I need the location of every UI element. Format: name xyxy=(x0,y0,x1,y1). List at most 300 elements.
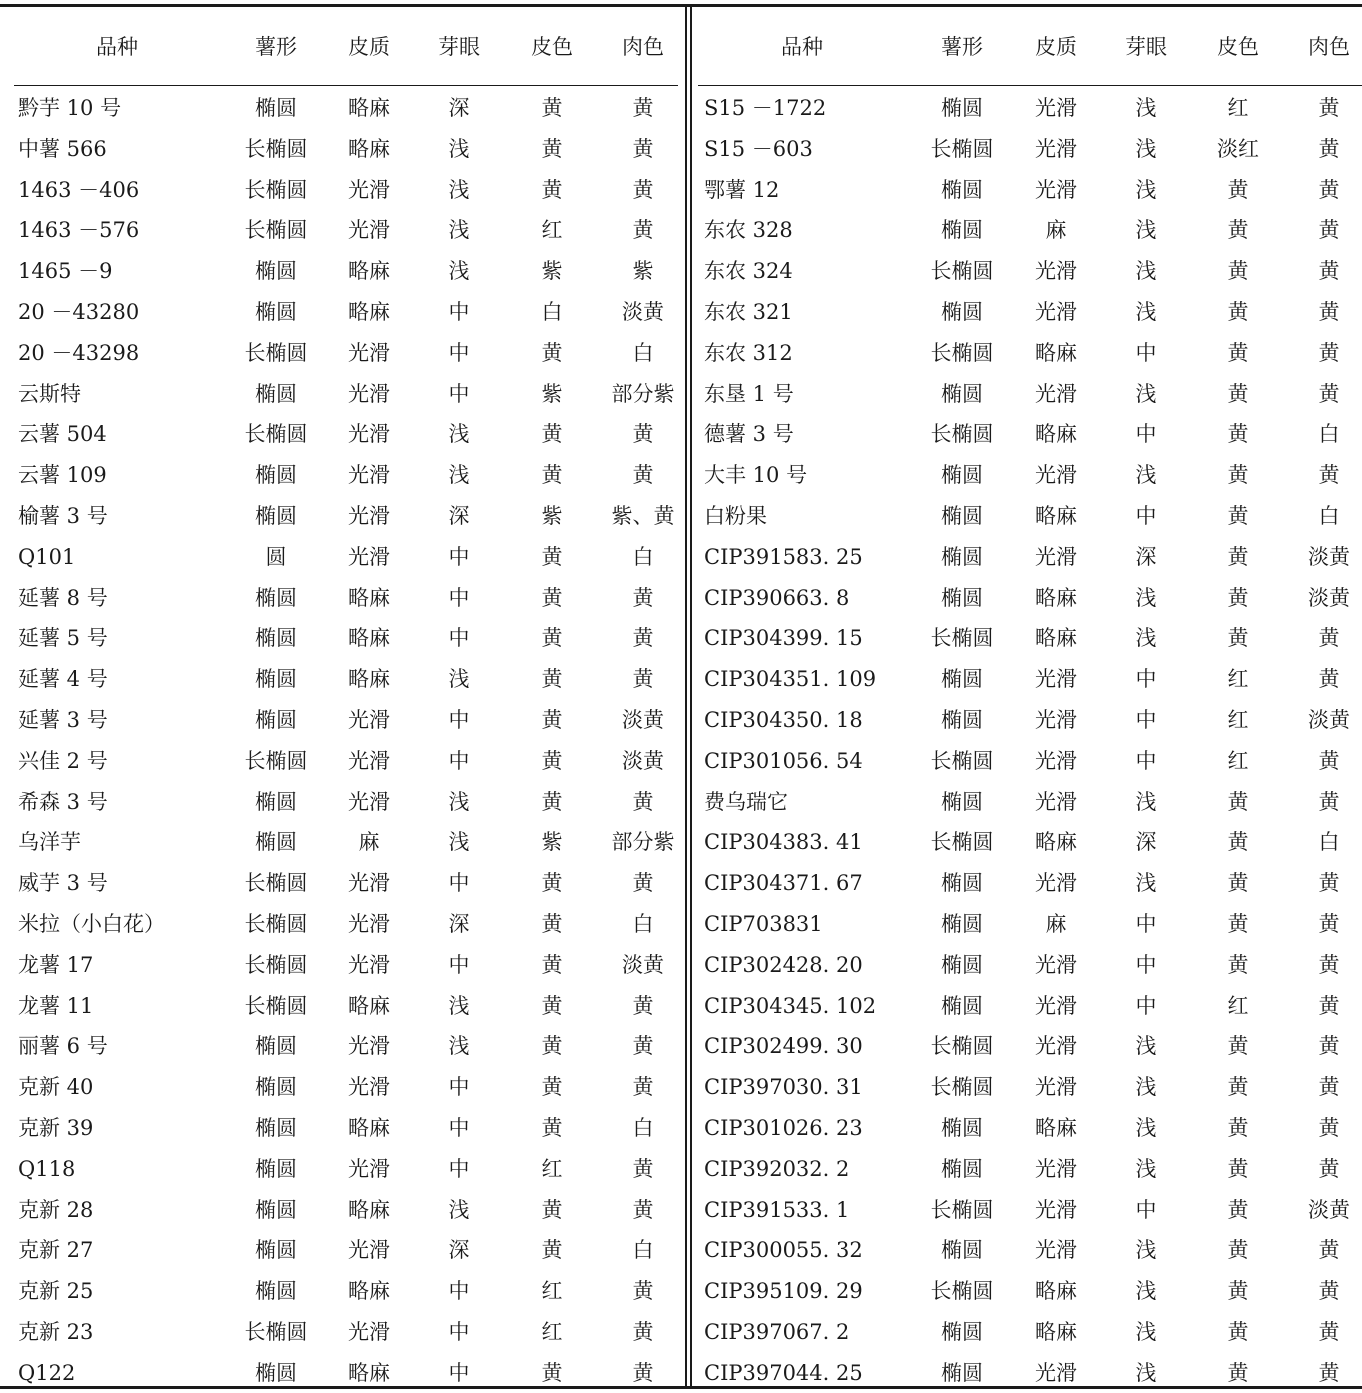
variety-cell: 威芋 3 号 xyxy=(18,871,108,896)
texture-cell: 略麻 xyxy=(348,585,390,610)
table-row xyxy=(14,863,680,903)
table-row xyxy=(14,1067,680,1107)
flesh-color-cell: 黄 xyxy=(1318,1034,1340,1059)
variety-cell: 大丰 10 号 xyxy=(704,463,808,488)
table-row xyxy=(698,741,1362,781)
table-row xyxy=(698,822,1362,862)
flesh-color-cell: 黄 xyxy=(1318,1320,1340,1344)
header-tuber-shape: 薯形 xyxy=(255,35,297,59)
shape-cell: 椭圆 xyxy=(941,912,983,936)
eye-cell: 中 xyxy=(448,1360,470,1385)
variety-cell: 费乌瑞它 xyxy=(704,789,788,814)
header-skin-texture: 皮质 xyxy=(348,35,390,59)
shape-cell: 长椭圆 xyxy=(244,218,308,243)
table-row xyxy=(14,782,680,822)
table-row xyxy=(14,496,680,536)
variety-cell: S15 －603 xyxy=(704,136,813,161)
flesh-color-cell: 黄 xyxy=(632,1360,654,1385)
texture-cell: 略麻 xyxy=(1035,422,1077,447)
flesh-color-cell: 淡黄 xyxy=(1308,544,1350,569)
table-row xyxy=(698,1190,1362,1230)
eye-cell: 中 xyxy=(1135,504,1157,528)
eye-cell: 中 xyxy=(448,300,470,324)
skin-color-cell: 黄 xyxy=(541,952,563,977)
flesh-color-cell: 淡黄 xyxy=(622,300,664,324)
skin-color-cell: 黄 xyxy=(1227,463,1249,488)
texture-cell: 略麻 xyxy=(348,96,390,120)
shape-cell: 椭圆 xyxy=(941,952,983,977)
shape-cell: 长椭圆 xyxy=(244,422,308,447)
flesh-color-cell: 黄 xyxy=(632,1197,654,1222)
flesh-color-cell: 黄 xyxy=(632,96,654,120)
skin-color-cell: 黄 xyxy=(541,1238,563,1263)
variety-cell: 克新 23 xyxy=(18,1320,94,1344)
variety-cell: CIP304383. 41 xyxy=(704,830,863,855)
variety-cell: CIP301026. 23 xyxy=(704,1116,863,1140)
texture-cell: 光滑 xyxy=(1035,259,1077,284)
shape-cell: 椭圆 xyxy=(255,789,297,814)
shape-cell: 椭圆 xyxy=(941,504,983,528)
eye-cell: 深 xyxy=(448,96,470,120)
table-row xyxy=(698,1312,1362,1352)
eye-cell: 深 xyxy=(448,912,470,936)
eye-cell: 深 xyxy=(1135,830,1157,855)
table-row xyxy=(14,414,680,454)
texture-cell: 光滑 xyxy=(348,1034,390,1059)
texture-cell: 略麻 xyxy=(1035,504,1077,528)
shape-cell: 椭圆 xyxy=(941,789,983,814)
eye-cell: 中 xyxy=(448,340,470,365)
shape-cell: 长椭圆 xyxy=(930,1034,994,1059)
texture-cell: 光滑 xyxy=(348,504,390,528)
flesh-color-cell: 紫 xyxy=(632,259,654,284)
table-row xyxy=(698,455,1362,495)
table-row xyxy=(698,863,1362,903)
texture-cell: 略麻 xyxy=(1035,1279,1077,1304)
variety-cell: CIP391583. 25 xyxy=(704,544,863,569)
shape-cell: 椭圆 xyxy=(941,381,983,406)
texture-cell: 光滑 xyxy=(1035,708,1077,732)
table-row xyxy=(698,170,1362,210)
flesh-color-cell: 黄 xyxy=(1318,96,1340,120)
shape-cell: 椭圆 xyxy=(255,626,297,651)
table-header-right xyxy=(698,22,1362,72)
flesh-color-cell: 黄 xyxy=(632,789,654,814)
skin-color-cell: 黄 xyxy=(1227,871,1249,896)
shape-cell: 长椭圆 xyxy=(930,422,994,447)
variety-cell: CIP304371. 67 xyxy=(704,871,863,896)
eye-cell: 浅 xyxy=(1135,585,1157,610)
table-row xyxy=(14,210,680,250)
table-row xyxy=(698,1230,1362,1270)
top-rule xyxy=(0,4,1362,7)
shape-cell: 长椭圆 xyxy=(930,626,994,651)
eye-cell: 中 xyxy=(1135,748,1157,773)
table-row xyxy=(698,1067,1362,1107)
table-row xyxy=(14,1149,680,1189)
eye-cell: 浅 xyxy=(1135,1156,1157,1181)
variety-cell: 龙薯 17 xyxy=(18,952,94,977)
table-row xyxy=(698,659,1362,699)
texture-cell: 光滑 xyxy=(348,1075,390,1100)
table-row xyxy=(14,904,680,944)
eye-cell: 中 xyxy=(448,544,470,569)
skin-color-cell: 淡红 xyxy=(1217,136,1259,161)
skin-color-cell: 红 xyxy=(1227,993,1249,1018)
flesh-color-cell: 黄 xyxy=(632,871,654,896)
texture-cell: 光滑 xyxy=(1035,667,1077,692)
variety-cell: 20 －43280 xyxy=(18,300,140,324)
eye-cell: 中 xyxy=(1135,993,1157,1018)
texture-cell: 略麻 xyxy=(348,993,390,1018)
variety-cell: CIP304351. 109 xyxy=(704,667,877,692)
eye-cell: 浅 xyxy=(448,218,470,243)
header-eye-depth: 芽眼 xyxy=(1125,35,1167,59)
skin-color-cell: 黄 xyxy=(541,544,563,569)
skin-color-cell: 红 xyxy=(541,1156,563,1181)
shape-cell: 长椭圆 xyxy=(930,136,994,161)
skin-color-cell: 黄 xyxy=(541,1075,563,1100)
shape-cell: 椭圆 xyxy=(255,463,297,488)
texture-cell: 略麻 xyxy=(348,667,390,692)
table-row xyxy=(698,537,1362,577)
shape-cell: 长椭圆 xyxy=(244,136,308,161)
table-row xyxy=(698,1271,1362,1311)
eye-cell: 中 xyxy=(448,1156,470,1181)
table-row xyxy=(14,292,680,332)
texture-cell: 光滑 xyxy=(348,708,390,732)
skin-color-cell: 黄 xyxy=(1227,1279,1249,1304)
table-row xyxy=(698,782,1362,822)
variety-cell: 云斯特 xyxy=(18,381,81,406)
texture-cell: 光滑 xyxy=(1035,300,1077,324)
table-row xyxy=(14,251,680,291)
shape-cell: 椭圆 xyxy=(941,1360,983,1385)
shape-cell: 长椭圆 xyxy=(244,993,308,1018)
shape-cell: 椭圆 xyxy=(941,1116,983,1140)
table-row xyxy=(14,537,680,577)
skin-color-cell: 紫 xyxy=(541,259,563,284)
texture-cell: 光滑 xyxy=(1035,1238,1077,1263)
variety-cell: 东农 312 xyxy=(704,340,793,365)
texture-cell: 光滑 xyxy=(1035,1360,1077,1385)
shape-cell: 椭圆 xyxy=(941,218,983,243)
eye-cell: 浅 xyxy=(448,830,470,855)
eye-cell: 浅 xyxy=(1135,1320,1157,1344)
eye-cell: 浅 xyxy=(1135,1075,1157,1100)
eye-cell: 浅 xyxy=(1135,381,1157,406)
shape-cell: 椭圆 xyxy=(941,708,983,732)
texture-cell: 光滑 xyxy=(348,748,390,773)
variety-cell: CIP304345. 102 xyxy=(704,993,877,1018)
table-row xyxy=(698,1149,1362,1189)
table-row xyxy=(698,700,1362,740)
skin-color-cell: 黄 xyxy=(1227,504,1249,528)
shape-cell: 椭圆 xyxy=(941,463,983,488)
flesh-color-cell: 黄 xyxy=(632,1075,654,1100)
shape-cell: 长椭圆 xyxy=(244,340,308,365)
variety-cell: 1465 －9 xyxy=(18,259,113,284)
shape-cell: 椭圆 xyxy=(941,300,983,324)
header-variety: 品种 xyxy=(96,35,138,59)
variety-cell: CIP302499. 30 xyxy=(704,1034,863,1059)
shape-cell: 椭圆 xyxy=(255,1279,297,1304)
variety-cell: 黔芋 10 号 xyxy=(18,96,122,120)
shape-cell: 长椭圆 xyxy=(930,1197,994,1222)
shape-cell: 长椭圆 xyxy=(930,748,994,773)
skin-color-cell: 黄 xyxy=(541,136,563,161)
variety-cell: 东农 324 xyxy=(704,259,793,284)
texture-cell: 光滑 xyxy=(1035,381,1077,406)
flesh-color-cell: 黄 xyxy=(1318,300,1340,324)
shape-cell: 椭圆 xyxy=(941,993,983,1018)
texture-cell: 光滑 xyxy=(1035,544,1077,569)
flesh-color-cell: 白 xyxy=(1318,504,1340,528)
texture-cell: 光滑 xyxy=(348,340,390,365)
eye-cell: 浅 xyxy=(1135,96,1157,120)
flesh-color-cell: 黄 xyxy=(632,667,654,692)
texture-cell: 略麻 xyxy=(348,1197,390,1222)
skin-color-cell: 黄 xyxy=(1227,626,1249,651)
table-row xyxy=(14,1353,680,1393)
shape-cell: 椭圆 xyxy=(941,544,983,569)
eye-cell: 浅 xyxy=(1135,259,1157,284)
texture-cell: 略麻 xyxy=(348,136,390,161)
texture-cell: 略麻 xyxy=(348,259,390,284)
skin-color-cell: 黄 xyxy=(541,626,563,651)
table-row xyxy=(14,1271,680,1311)
eye-cell: 浅 xyxy=(1135,177,1157,202)
shape-cell: 长椭圆 xyxy=(244,748,308,773)
variety-cell: 克新 28 xyxy=(18,1197,94,1222)
flesh-color-cell: 白 xyxy=(632,544,654,569)
skin-color-cell: 紫 xyxy=(541,504,563,528)
shape-cell: 椭圆 xyxy=(255,504,297,528)
skin-color-cell: 黄 xyxy=(1227,422,1249,447)
eye-cell: 浅 xyxy=(448,789,470,814)
flesh-color-cell: 黄 xyxy=(1318,218,1340,243)
texture-cell: 略麻 xyxy=(348,626,390,651)
texture-cell: 光滑 xyxy=(1035,871,1077,896)
shape-cell: 椭圆 xyxy=(255,381,297,406)
eye-cell: 中 xyxy=(1135,667,1157,692)
variety-cell: 东垦 1 号 xyxy=(704,381,794,406)
eye-cell: 浅 xyxy=(1135,1116,1157,1140)
variety-cell: S15 －1722 xyxy=(704,96,827,120)
variety-cell: 希森 3 号 xyxy=(18,789,108,814)
texture-cell: 光滑 xyxy=(1035,177,1077,202)
table-row xyxy=(698,374,1362,414)
eye-cell: 深 xyxy=(1135,544,1157,569)
shape-cell: 椭圆 xyxy=(255,1075,297,1100)
shape-cell: 椭圆 xyxy=(255,96,297,120)
eye-cell: 中 xyxy=(1135,1197,1157,1222)
texture-cell: 光滑 xyxy=(1035,136,1077,161)
table-row xyxy=(14,822,680,862)
variety-cell: 榆薯 3 号 xyxy=(18,504,108,528)
skin-color-cell: 黄 xyxy=(541,463,563,488)
texture-cell: 略麻 xyxy=(1035,585,1077,610)
skin-color-cell: 黄 xyxy=(541,1197,563,1222)
skin-color-cell: 黄 xyxy=(1227,1197,1249,1222)
skin-color-cell: 黄 xyxy=(1227,952,1249,977)
variety-cell: 20 －43298 xyxy=(18,340,140,365)
shape-cell: 长椭圆 xyxy=(930,340,994,365)
variety-cell: 1463 －406 xyxy=(18,177,140,202)
table-row xyxy=(14,88,680,128)
skin-color-cell: 黄 xyxy=(541,177,563,202)
header-tuber-shape: 薯形 xyxy=(941,35,983,59)
texture-cell: 略麻 xyxy=(1035,1320,1077,1344)
flesh-color-cell: 黄 xyxy=(1318,463,1340,488)
shape-cell: 长椭圆 xyxy=(244,1320,308,1344)
texture-cell: 麻 xyxy=(1045,218,1067,243)
table-row xyxy=(698,292,1362,332)
skin-color-cell: 黄 xyxy=(541,667,563,692)
eye-cell: 浅 xyxy=(448,422,470,447)
table-row xyxy=(14,618,680,658)
skin-color-cell: 黄 xyxy=(1227,789,1249,814)
variety-cell: Q118 xyxy=(18,1156,76,1181)
flesh-color-cell: 淡黄 xyxy=(622,708,664,732)
flesh-color-cell: 黄 xyxy=(632,422,654,447)
skin-color-cell: 黄 xyxy=(1227,340,1249,365)
flesh-color-cell: 黄 xyxy=(1318,1075,1340,1100)
variety-cell: CIP397030. 31 xyxy=(704,1075,863,1100)
table-row xyxy=(698,129,1362,169)
texture-cell: 光滑 xyxy=(348,218,390,243)
flesh-color-cell: 黄 xyxy=(1318,381,1340,406)
table-row xyxy=(14,170,680,210)
eye-cell: 中 xyxy=(448,952,470,977)
table-row xyxy=(14,659,680,699)
eye-cell: 中 xyxy=(1135,422,1157,447)
shape-cell: 长椭圆 xyxy=(930,1075,994,1100)
eye-cell: 浅 xyxy=(1135,463,1157,488)
texture-cell: 麻 xyxy=(358,830,380,855)
texture-cell: 略麻 xyxy=(1035,340,1077,365)
shape-cell: 椭圆 xyxy=(941,667,983,692)
shape-cell: 椭圆 xyxy=(255,830,297,855)
skin-color-cell: 黄 xyxy=(541,748,563,773)
flesh-color-cell: 黄 xyxy=(1318,1156,1340,1181)
shape-cell: 长椭圆 xyxy=(930,1279,994,1304)
variety-cell: 白粉果 xyxy=(704,504,767,528)
flesh-color-cell: 黄 xyxy=(632,1156,654,1181)
flesh-color-cell: 紫、黄 xyxy=(611,504,675,528)
skin-color-cell: 黄 xyxy=(541,1116,563,1140)
table-row xyxy=(698,496,1362,536)
texture-cell: 光滑 xyxy=(1035,952,1077,977)
table-row xyxy=(14,1026,680,1066)
flesh-color-cell: 淡黄 xyxy=(1308,585,1350,610)
flesh-color-cell: 黄 xyxy=(632,1320,654,1344)
table-row xyxy=(698,414,1362,454)
texture-cell: 光滑 xyxy=(1035,789,1077,814)
table-row xyxy=(14,129,680,169)
variety-cell: CIP703831 xyxy=(704,912,823,936)
flesh-color-cell: 淡黄 xyxy=(622,952,664,977)
flesh-color-cell: 黄 xyxy=(632,1279,654,1304)
skin-color-cell: 红 xyxy=(1227,667,1249,692)
flesh-color-cell: 淡黄 xyxy=(1308,708,1350,732)
variety-cell: Q122 xyxy=(18,1360,76,1385)
skin-color-cell: 黄 xyxy=(541,585,563,610)
skin-color-cell: 黄 xyxy=(541,789,563,814)
variety-cell: 延薯 4 号 xyxy=(18,667,108,692)
flesh-color-cell: 黄 xyxy=(1318,789,1340,814)
variety-cell: 乌洋芋 xyxy=(18,830,81,855)
eye-cell: 浅 xyxy=(448,1034,470,1059)
table-row xyxy=(14,986,680,1026)
flesh-color-cell: 黄 xyxy=(632,136,654,161)
variety-cell: 米拉（小白花） xyxy=(18,912,165,936)
variety-cell: 延薯 3 号 xyxy=(18,708,108,732)
flesh-color-cell: 淡黄 xyxy=(622,748,664,773)
variety-cell: CIP390663. 8 xyxy=(704,585,850,610)
skin-color-cell: 黄 xyxy=(541,912,563,936)
skin-color-cell: 黄 xyxy=(1227,544,1249,569)
skin-color-cell: 红 xyxy=(541,1320,563,1344)
eye-cell: 深 xyxy=(448,1238,470,1263)
variety-cell: 延薯 5 号 xyxy=(18,626,108,651)
texture-cell: 光滑 xyxy=(1035,96,1077,120)
shape-cell: 长椭圆 xyxy=(244,952,308,977)
flesh-color-cell: 黄 xyxy=(1318,748,1340,773)
skin-color-cell: 黄 xyxy=(541,708,563,732)
eye-cell: 中 xyxy=(1135,912,1157,936)
flesh-color-cell: 黄 xyxy=(1318,136,1340,161)
skin-color-cell: 红 xyxy=(1227,708,1249,732)
variety-cell: 克新 39 xyxy=(18,1116,94,1140)
texture-cell: 光滑 xyxy=(1035,1197,1077,1222)
variety-cell: 云薯 504 xyxy=(18,422,107,447)
flesh-color-cell: 黄 xyxy=(632,1034,654,1059)
shape-cell: 椭圆 xyxy=(255,708,297,732)
skin-color-cell: 黄 xyxy=(1227,300,1249,324)
flesh-color-cell: 黄 xyxy=(632,218,654,243)
skin-color-cell: 黄 xyxy=(1227,381,1249,406)
skin-color-cell: 红 xyxy=(541,1279,563,1304)
eye-cell: 中 xyxy=(448,748,470,773)
table-row xyxy=(698,251,1362,291)
variety-cell: 克新 27 xyxy=(18,1238,94,1263)
skin-color-cell: 黄 xyxy=(1227,1238,1249,1263)
skin-color-cell: 黄 xyxy=(1227,1156,1249,1181)
shape-cell: 椭圆 xyxy=(255,1197,297,1222)
flesh-color-cell: 白 xyxy=(632,912,654,936)
variety-cell: 延薯 8 号 xyxy=(18,585,108,610)
eye-cell: 中 xyxy=(448,708,470,732)
flesh-color-cell: 黄 xyxy=(1318,1238,1340,1263)
eye-cell: 浅 xyxy=(448,1197,470,1222)
shape-cell: 椭圆 xyxy=(255,1034,297,1059)
flesh-color-cell: 黄 xyxy=(1318,1116,1340,1140)
header-rule-left xyxy=(14,85,678,86)
flesh-color-cell: 黄 xyxy=(1318,1279,1340,1304)
table-row xyxy=(698,1026,1362,1066)
texture-cell: 光滑 xyxy=(1035,993,1077,1018)
shape-cell: 椭圆 xyxy=(255,259,297,284)
skin-color-cell: 黄 xyxy=(1227,585,1249,610)
variety-cell: CIP397044. 25 xyxy=(704,1360,863,1385)
table-row xyxy=(14,1312,680,1352)
skin-color-cell: 黄 xyxy=(1227,1360,1249,1385)
texture-cell: 光滑 xyxy=(348,1156,390,1181)
table-row xyxy=(698,904,1362,944)
eye-cell: 浅 xyxy=(1135,300,1157,324)
eye-cell: 浅 xyxy=(1135,1279,1157,1304)
